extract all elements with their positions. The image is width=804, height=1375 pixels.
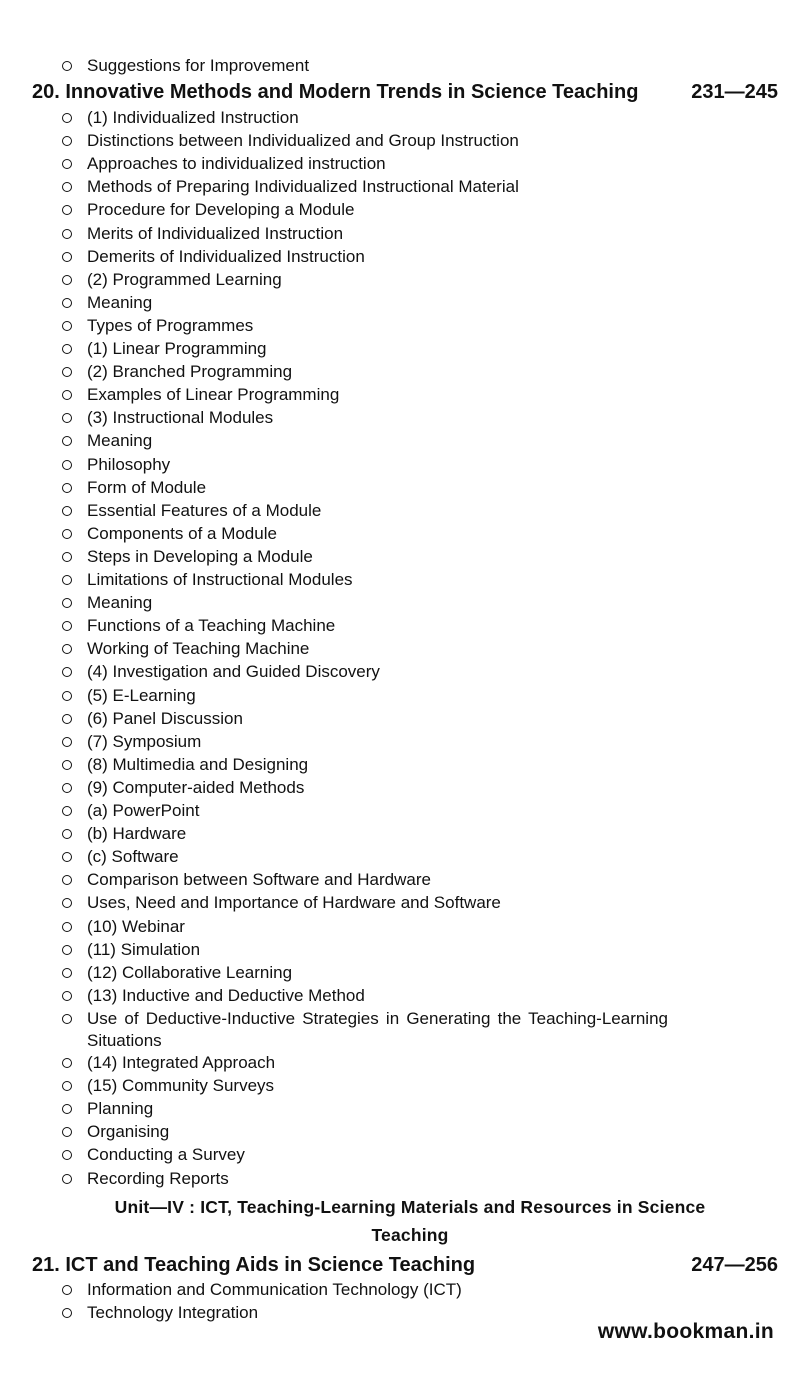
bullet-circle-icon	[62, 1081, 72, 1091]
bullet-circle-icon	[62, 852, 72, 862]
bullet-circle-icon	[62, 205, 72, 215]
list-item	[62, 199, 702, 221]
list-item-text: Limitations of Instructional Modules	[87, 570, 353, 589]
list-item	[62, 384, 702, 406]
list-item-text: Conducting a Survey	[87, 1145, 245, 1165]
bullet-circle-icon	[62, 1308, 72, 1318]
bullet-circle-icon	[62, 1285, 72, 1295]
list-item-text: (3) Instructional Modules	[87, 408, 274, 428]
list-item-text: (13) Inductive and Deductive Method	[87, 985, 365, 1005]
bullet-circle-icon	[62, 344, 72, 354]
bullet-circle-icon	[62, 760, 72, 770]
chapter-pages: 231—245	[691, 81, 778, 103]
list-item-text: (8) Multimedia and Designing	[87, 754, 309, 774]
list-item-text: (6) Panel Discussion	[87, 708, 243, 728]
list-item	[62, 477, 702, 499]
list-item-text: Components of a Module	[87, 523, 277, 543]
list-item-text: Essential Features of a Module	[87, 500, 322, 520]
bullet-circle-icon	[62, 321, 72, 331]
list-item-text: (12) Collaborative Learning	[87, 962, 293, 982]
list-item	[62, 1144, 702, 1166]
list-item-text: Information and Communication Technology (ICT)	[87, 1280, 462, 1299]
list-item-text: (10) Webinar	[87, 916, 185, 936]
chapter-21-heading	[32, 1252, 778, 1278]
bullet-circle-icon	[62, 252, 72, 262]
bullet-circle-icon	[62, 506, 72, 516]
list-item	[62, 685, 702, 707]
list-item-text: Working of Teaching Machine	[87, 639, 310, 659]
bullet-circle-icon	[62, 875, 72, 885]
list-item-text: Recording Reports	[87, 1168, 229, 1188]
unit-heading-line-1: Unit—IV : ICT, Teaching-Learning Materials and Resources in Science	[114, 1197, 706, 1217]
list-item-text: (2) Branched Programming	[87, 362, 293, 382]
list-item-text: (14) Integrated Approach	[87, 1053, 276, 1072]
bullet-circle-icon	[62, 136, 72, 146]
list-item-text: Meaning	[87, 292, 153, 312]
bullet-circle-icon	[62, 945, 72, 955]
bullet-circle-icon	[62, 806, 72, 816]
list-item-text: Distinctions between Individualized and Group Instruction	[87, 131, 519, 151]
list-item	[62, 315, 702, 337]
list-item	[62, 661, 702, 683]
bullet-circle-icon	[62, 922, 72, 932]
list-item	[62, 569, 702, 591]
bullet-circle-icon	[62, 182, 72, 192]
list-item	[62, 269, 702, 291]
list-item-text: Functions of a Teaching Machine	[87, 616, 336, 636]
list-item	[62, 407, 702, 429]
bullet-circle-icon	[62, 598, 72, 608]
list-item-text: Meaning	[87, 593, 153, 613]
list-item	[62, 1168, 702, 1190]
list-item	[62, 800, 702, 822]
list-item-text: Methods of Preparing Individualized Instructional Material	[87, 177, 519, 197]
list-item-text: (11) Simulation	[87, 939, 201, 959]
bullet-circle-icon	[62, 61, 72, 71]
list-item-text: Form of Module	[87, 477, 207, 497]
bullet-circle-icon	[62, 621, 72, 631]
list-item	[62, 777, 702, 799]
bullet-circle-icon	[62, 229, 72, 239]
bullet-circle-icon	[62, 575, 72, 585]
list-item-text: (2) Programmed Learning	[87, 269, 282, 289]
bullet-circle-icon	[62, 552, 72, 562]
chapter-pages: 247—256	[691, 1254, 778, 1276]
bullet-circle-icon	[62, 1104, 72, 1114]
list-item	[62, 1121, 702, 1143]
list-item-text: Use of Deductive-Inductive Strategies in Generating the Teaching-Learning Situations	[87, 1009, 668, 1050]
list-item	[62, 823, 702, 845]
list-item-text: (7) Symposium	[87, 731, 202, 751]
list-item	[62, 846, 702, 868]
list-item	[62, 546, 702, 568]
list-item-text: Planning	[87, 1099, 154, 1119]
bullet-circle-icon	[62, 783, 72, 793]
list-item	[62, 985, 702, 1007]
bullet-circle-icon	[62, 1058, 72, 1068]
bullet-circle-icon	[62, 829, 72, 839]
list-item-text: Examples of Linear Programming	[87, 385, 340, 405]
list-item	[62, 939, 702, 961]
list-item-text: Procedure for Developing a Module	[87, 200, 355, 220]
bullet-circle-icon	[62, 1014, 72, 1024]
list-item	[62, 615, 702, 637]
list-item-text: (1) Individualized Instruction	[87, 108, 299, 127]
bullet-circle-icon	[62, 1174, 72, 1184]
bullet-circle-icon	[62, 298, 72, 308]
bullet-circle-icon	[62, 436, 72, 446]
bullet-circle-icon	[62, 367, 72, 377]
publisher-website: www.bookman.in	[597, 1320, 774, 1343]
bullet-circle-icon	[62, 390, 72, 400]
list-item	[62, 962, 702, 984]
list-item-text: (9) Computer-aided Methods	[87, 777, 305, 797]
list-item	[62, 246, 702, 268]
list-item-text: Meaning	[87, 431, 153, 451]
bullet-circle-icon	[62, 898, 72, 908]
bullet-circle-icon	[62, 991, 72, 1001]
list-item	[62, 708, 702, 730]
list-item	[62, 338, 702, 360]
list-item-text: (c) Software	[87, 847, 179, 867]
list-item-text: (a) PowerPoint	[87, 801, 200, 820]
list-item-text: Demerits of Individualized Instruction	[87, 246, 365, 266]
list-item-text: Philosophy	[87, 454, 171, 474]
list-item	[62, 1008, 668, 1052]
list-item-text: (15) Community Surveys	[87, 1076, 275, 1096]
list-item-text: (1) Linear Programming	[87, 339, 267, 358]
list-item	[62, 916, 702, 938]
list-item-text: Approaches to individualized instruction	[87, 154, 386, 174]
list-item	[62, 176, 702, 198]
bullet-circle-icon	[62, 1127, 72, 1137]
bullet-circle-icon	[62, 413, 72, 423]
list-item-text: Technology Integration	[87, 1303, 259, 1323]
list-item	[62, 107, 702, 129]
bullet-circle-icon	[62, 113, 72, 123]
list-item	[62, 500, 702, 522]
unit-heading-line-2: Teaching	[371, 1225, 449, 1245]
bullet-circle-icon	[62, 159, 72, 169]
list-item-text: Suggestions for Improvement	[87, 56, 310, 75]
list-item	[62, 153, 702, 175]
list-item-text: Uses, Need and Importance of Hardware and Software	[87, 893, 501, 913]
bullet-circle-icon	[62, 529, 72, 539]
list-item-text: Comparison between Software and Hardware	[87, 870, 431, 890]
list-item	[62, 731, 702, 753]
list-item	[62, 430, 702, 452]
bullet-circle-icon	[62, 667, 72, 677]
list-item	[62, 292, 702, 314]
chapter-title: 21. ICT and Teaching Aids in Science Teaching	[32, 1254, 476, 1276]
list-item-text: Merits of Individualized Instruction	[87, 223, 344, 243]
bullet-circle-icon	[62, 483, 72, 493]
list-item-text: Types of Programmes	[87, 315, 254, 335]
list-item	[62, 523, 702, 545]
bullet-circle-icon	[62, 714, 72, 724]
list-item	[62, 130, 702, 152]
list-item	[62, 869, 702, 891]
list-item	[62, 892, 702, 914]
bullet-circle-icon	[62, 691, 72, 701]
list-item	[62, 592, 702, 614]
chapter-20-heading	[32, 79, 778, 105]
list-item-text: (4) Investigation and Guided Discovery	[87, 662, 380, 682]
list-item-text: (b) Hardware	[87, 824, 187, 844]
list-item	[62, 638, 702, 660]
list-item-text: Organising	[87, 1122, 170, 1142]
list-item-text: (5) E-Learning	[87, 685, 196, 705]
bullet-circle-icon	[62, 737, 72, 747]
bullet-circle-icon	[62, 275, 72, 285]
bullet-circle-icon	[62, 1150, 72, 1160]
list-item-text: Steps in Developing a Module	[87, 546, 313, 566]
list-item	[62, 223, 702, 245]
list-item	[62, 361, 702, 383]
bullet-circle-icon	[62, 460, 72, 470]
list-item	[62, 55, 702, 77]
list-item	[62, 1098, 702, 1120]
chapter-title: 20. Innovative Methods and Modern Trends in Science Teaching	[32, 81, 639, 103]
list-item	[62, 1075, 702, 1097]
bullet-circle-icon	[62, 968, 72, 978]
list-item	[62, 1052, 702, 1074]
list-item	[62, 1279, 702, 1301]
bullet-circle-icon	[62, 644, 72, 654]
list-item	[62, 754, 702, 776]
list-item	[62, 454, 702, 476]
